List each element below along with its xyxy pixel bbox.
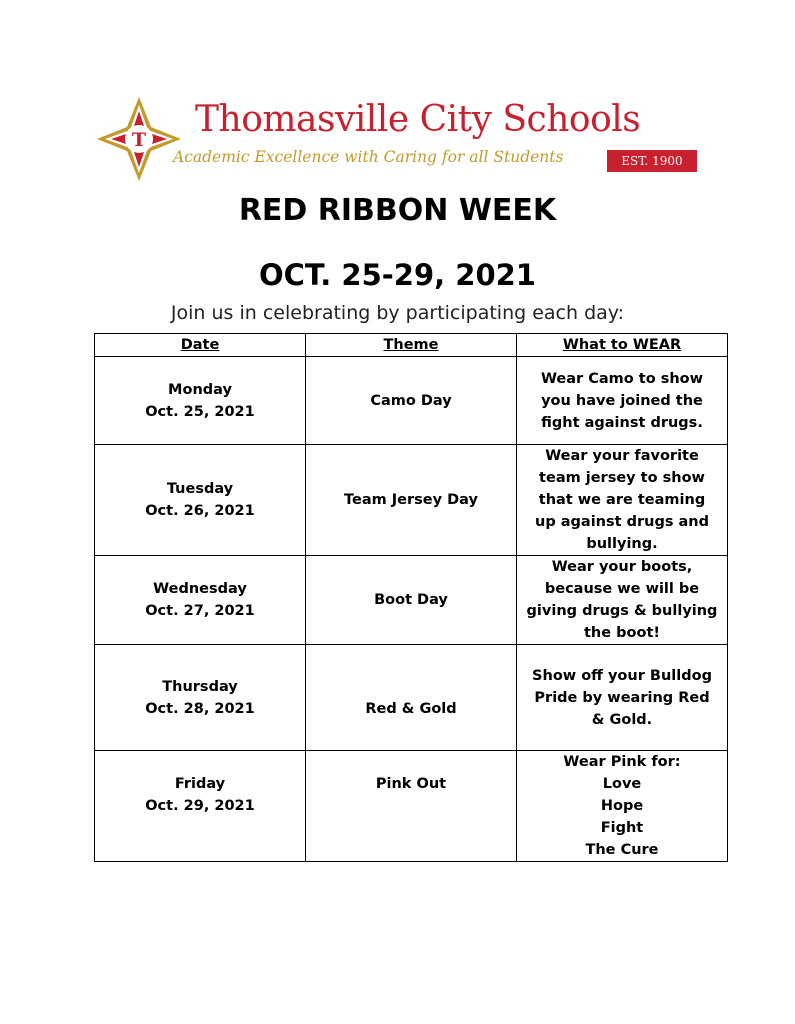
logo-letter: T (131, 129, 147, 151)
wear-cell (517, 357, 728, 445)
day-date: Oct. 27, 2021 (145, 603, 255, 619)
school-logo (95, 95, 183, 183)
wear-line: Hope (600, 798, 644, 814)
date-cell (95, 556, 306, 645)
wear-cell (517, 645, 728, 751)
column-header-theme: Theme (306, 334, 517, 357)
day-date: Oct. 28, 2021 (145, 700, 255, 717)
school-tagline: Academic Excellence with Caring for all Students (173, 148, 564, 166)
theme-cell: Pink Out (306, 751, 517, 862)
wear-cell (517, 751, 728, 862)
day-name: Monday (168, 381, 232, 398)
wear-line: Love (602, 776, 642, 792)
table-row (95, 645, 728, 751)
wear-line: The Cure (585, 842, 659, 858)
wear-line: up against drugs and (535, 514, 709, 530)
wear-line: Show off your Bulldog (532, 667, 712, 684)
schedule-table (94, 333, 728, 862)
school-name: Thomasville City Schools (195, 99, 641, 140)
wear-line: Wear Pink for: (563, 754, 681, 770)
wear-line: Wear your boots, (551, 559, 693, 575)
table-row (95, 357, 728, 445)
wear-cell (517, 445, 728, 556)
table-row (95, 556, 728, 645)
day-date: Oct. 26, 2021 (145, 503, 255, 519)
theme-cell: Boot Day (306, 556, 517, 645)
wear-line: fight against drugs. (541, 414, 703, 431)
date-cell (95, 445, 306, 556)
day-date: Oct. 29, 2021 (145, 798, 255, 814)
wear-line: you have joined the (541, 392, 703, 409)
day-name: Tuesday (166, 481, 234, 497)
wear-line: Pride by wearing Red (534, 689, 710, 706)
wear-line: giving drugs & bullying (526, 603, 718, 619)
wear-line: the boot! (584, 625, 660, 641)
column-header-wear: What to WEAR (517, 334, 728, 357)
wear-line: Wear your favorite (545, 448, 699, 464)
table-row (95, 445, 728, 556)
event-dates: OCT. 25-29, 2021 (258, 258, 536, 292)
wear-line: Wear Camo to show (540, 370, 704, 387)
wear-line: because we will be (544, 581, 700, 597)
wear-cell (517, 556, 728, 645)
wear-line: team jersey to show (539, 470, 705, 486)
day-name: Wednesday (153, 581, 247, 597)
theme-cell: Camo Day (306, 357, 517, 445)
established-badge: EST. 1900 (607, 150, 697, 172)
page-title: RED RIBBON WEEK (238, 193, 557, 228)
school-header (95, 95, 705, 185)
table-header-row (95, 334, 728, 357)
theme-cell: Team Jersey Day (306, 445, 517, 556)
day-name: Thursday (162, 678, 238, 695)
intro-text: Join us in celebrating by participating each day: (170, 302, 625, 324)
wear-line: Fight (600, 820, 644, 836)
column-header-date: Date (95, 334, 306, 357)
date-cell (95, 357, 306, 445)
date-cell (95, 751, 306, 862)
table-row (95, 751, 728, 862)
day-date: Oct. 25, 2021 (145, 403, 255, 420)
day-name: Friday (174, 776, 226, 792)
wear-line: bullying. (586, 536, 658, 552)
wear-line: & Gold. (591, 711, 653, 728)
date-cell (95, 645, 306, 751)
wear-line: that we are teaming (538, 492, 706, 508)
theme-cell: Red & Gold (306, 645, 517, 751)
